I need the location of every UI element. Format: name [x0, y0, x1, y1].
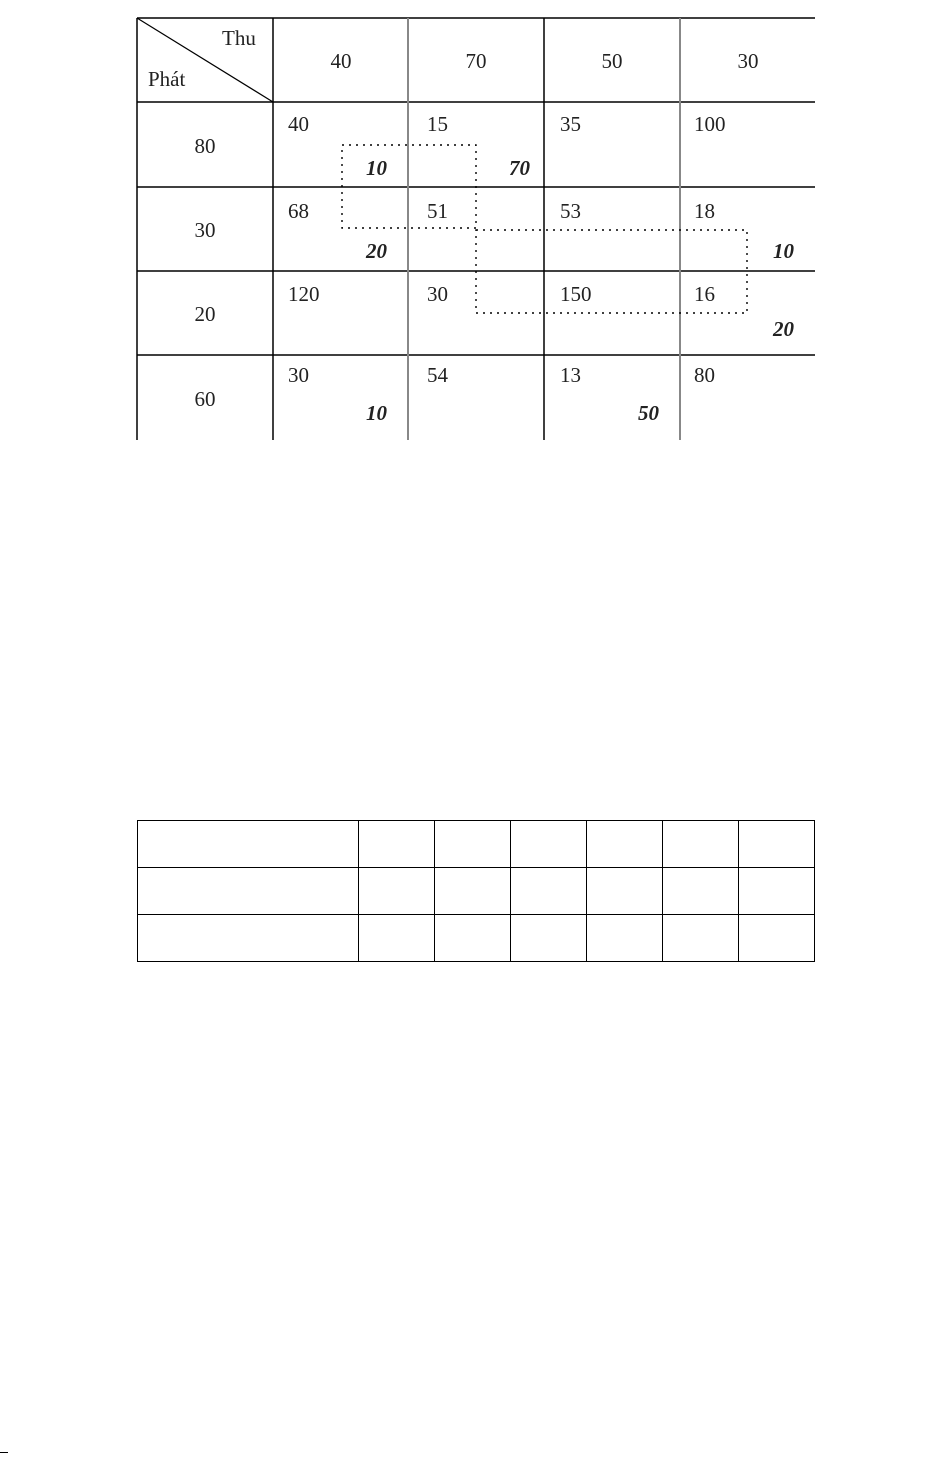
demand-header: 70 — [465, 49, 487, 73]
supply-header: 80 — [194, 134, 216, 158]
allocation-cell: 20 — [773, 317, 794, 341]
table-cell — [739, 821, 815, 868]
supply-header: 60 — [194, 387, 216, 411]
allocation-cell: 50 — [638, 401, 659, 425]
cost-cell: 30 — [427, 282, 448, 306]
table-cell — [138, 821, 359, 868]
allocation-cell: 10 — [773, 239, 794, 263]
table-row — [138, 915, 815, 962]
cost-cell: 35 — [560, 112, 581, 136]
table-cell — [511, 821, 587, 868]
table-cell — [587, 915, 663, 962]
cost-cell: 120 — [288, 282, 320, 306]
table-cell — [359, 821, 435, 868]
table-row — [138, 821, 815, 868]
cost-cell: 100 — [694, 112, 726, 136]
demand-header: 50 — [601, 49, 623, 73]
page-corner-mark — [0, 1452, 8, 1453]
table-cell — [587, 821, 663, 868]
allocation-cell: 20 — [366, 239, 387, 263]
cost-cell: 18 — [694, 199, 715, 223]
cost-cell: 68 — [288, 199, 309, 223]
table-cell — [138, 915, 359, 962]
cost-cell: 30 — [288, 363, 309, 387]
table-cell — [435, 868, 511, 915]
cost-cell: 80 — [694, 363, 715, 387]
corner-receive-label: Thu — [222, 26, 256, 50]
supply-header: 30 — [194, 218, 216, 242]
supply-header: 20 — [194, 302, 216, 326]
table-cell — [511, 915, 587, 962]
allocation-cell: 70 — [509, 156, 530, 180]
table-cell — [663, 868, 739, 915]
table-cell — [663, 915, 739, 962]
allocation-cell: 10 — [366, 401, 387, 425]
cost-cell: 150 — [560, 282, 592, 306]
demand-header: 30 — [737, 49, 759, 73]
transport-table — [0, 0, 948, 460]
cost-cell: 53 — [560, 199, 581, 223]
cost-cell: 13 — [560, 363, 581, 387]
cost-cell: 15 — [427, 112, 448, 136]
table-cell — [739, 915, 815, 962]
table-cell — [511, 868, 587, 915]
cost-cell: 40 — [288, 112, 309, 136]
corner-send-label: Phát — [148, 67, 186, 91]
table-cell — [435, 915, 511, 962]
table-cell — [435, 821, 511, 868]
table-cell — [359, 868, 435, 915]
demand-header: 40 — [330, 49, 352, 73]
table-cell — [587, 868, 663, 915]
cost-cell: 51 — [427, 199, 448, 223]
table-cell — [359, 915, 435, 962]
table-cell — [739, 868, 815, 915]
table-cell — [138, 868, 359, 915]
table-row — [138, 868, 815, 915]
allocation-cell: 10 — [366, 156, 387, 180]
blank-table — [137, 820, 815, 962]
cost-cell: 54 — [427, 363, 448, 387]
cost-cell: 16 — [694, 282, 715, 306]
table-cell — [663, 821, 739, 868]
